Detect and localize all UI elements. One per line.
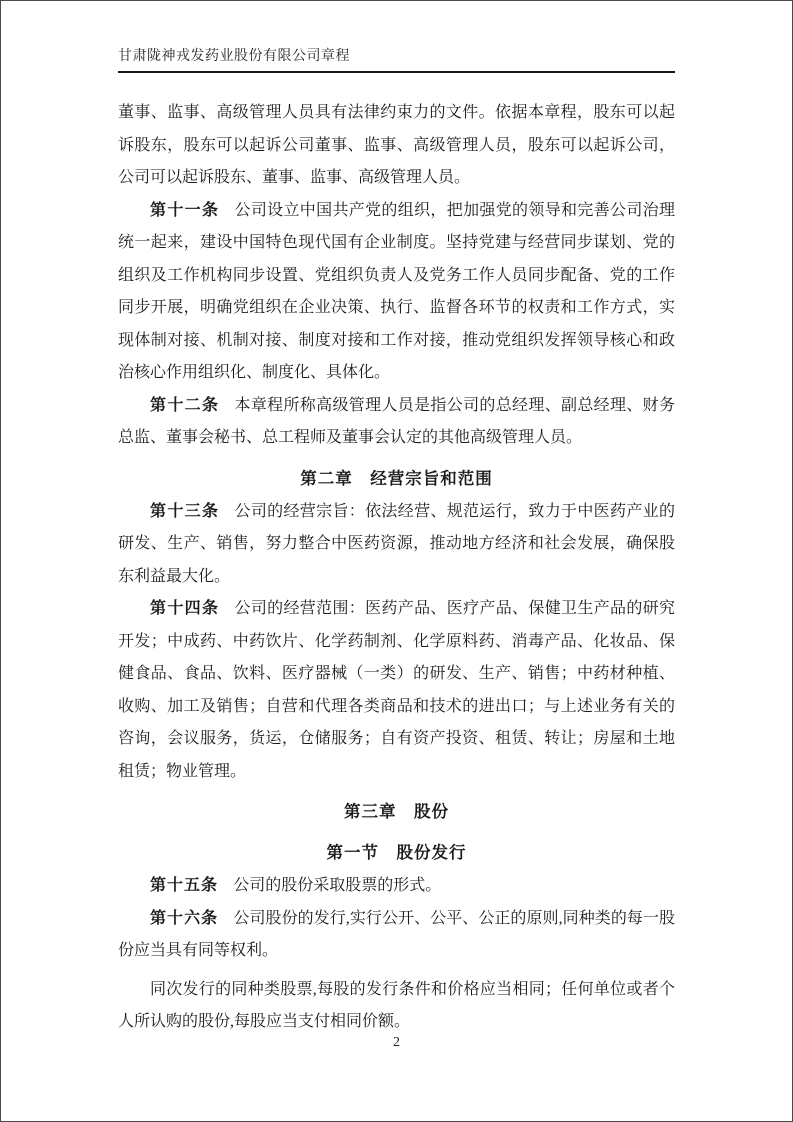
article-16	[118, 903, 675, 968]
article-number: 第十二条	[150, 396, 220, 414]
article-text: 本章程所称高级管理人员是指公司的总经理、副总经理、财务总监、董事会秘书、总工程师及董事会认定的其他高级管理人员。	[118, 396, 675, 446]
article-text: 公司股份的发行,实行公开、公平、公正的原则,同种类的每一股份应当具有同等权利。	[118, 909, 675, 959]
page-header	[1, 1, 792, 73]
section-1-heading: 第一节 股份发行	[326, 844, 467, 862]
article-text: 公司的股份采取股票的形式。	[233, 877, 442, 894]
article-16-paragraph-2: 同次发行的同种类股票,每股的发行条件和价格应当相同；任何单位或者个人所认购的股份,每股应当支付相同价额。	[118, 980, 675, 1030]
article-number: 第十四条	[150, 600, 220, 617]
header-title: 甘肃陇神戎发药业股份有限公司章程	[118, 45, 675, 73]
page-number: 2	[393, 1035, 400, 1050]
article-number: 第十五条	[150, 877, 219, 894]
article-13	[118, 496, 675, 594]
article-12	[118, 390, 675, 455]
article-text: 公司设立中国共产党的组织，把加强党的领导和完善公司治理统一起来，建设中国特色现代国有企业制度。坚持党建与经营同步谋划、党的组织及工作机构同步设置、党组织负责人及党务工作人员同步配备、党的工作同步开展，明确党组织在企业决策、执行、监督各环节的权责和工作方式，实现体制对接、机制对接、制度对接和工作对接，推动党组织发挥领导核心和政治核心作用组织化、制度化、具体化。	[118, 201, 675, 381]
article-text: 公司的经营范围：医药产品、医疗产品、保健卫生产品的研究开发；中成药、中药饮片、化学药制剂、化学原料药、消毒产品、化妆品、保健食品、食品、饮料、医疗器械（一类）的研发、生产、销售；中药材种植、收购、加工及销售；自营和代理各类商品和技术的进出口；与上述业务有关的咨询，会议服务，货运，仓储服务；自有资产投资、租赁、转让；房屋和土地租赁；物业管理。	[118, 600, 675, 780]
document-body	[1, 73, 792, 1039]
article-14	[118, 593, 675, 788]
article-text: 公司的经营宗旨：依法经营、规范运行，致力于中医药产业的研发、生产、销售，努力整合中医药资源，推动地方经济和社会发展，确保股东利益最大化。	[118, 502, 675, 585]
chapter-3-heading: 第三章 股份	[344, 803, 449, 821]
article-15	[118, 870, 675, 903]
chapter-2-heading: 第二章 经营宗旨和范围	[300, 469, 493, 488]
article-number: 第十六条	[150, 909, 219, 927]
article-number: 第十一条	[150, 201, 220, 219]
article-11	[118, 195, 675, 390]
article-number: 第十三条	[150, 502, 220, 520]
paragraph-continuation: 董事、监事、高级管理人员具有法律约束力的文件。依据本章程，股东可以起诉股东，股东可以起诉公司董事、监事、高级管理人员，股东可以起诉公司，公司可以起诉股东、董事、监事、高级管理人员。	[118, 104, 675, 186]
page-footer	[1, 1035, 792, 1051]
